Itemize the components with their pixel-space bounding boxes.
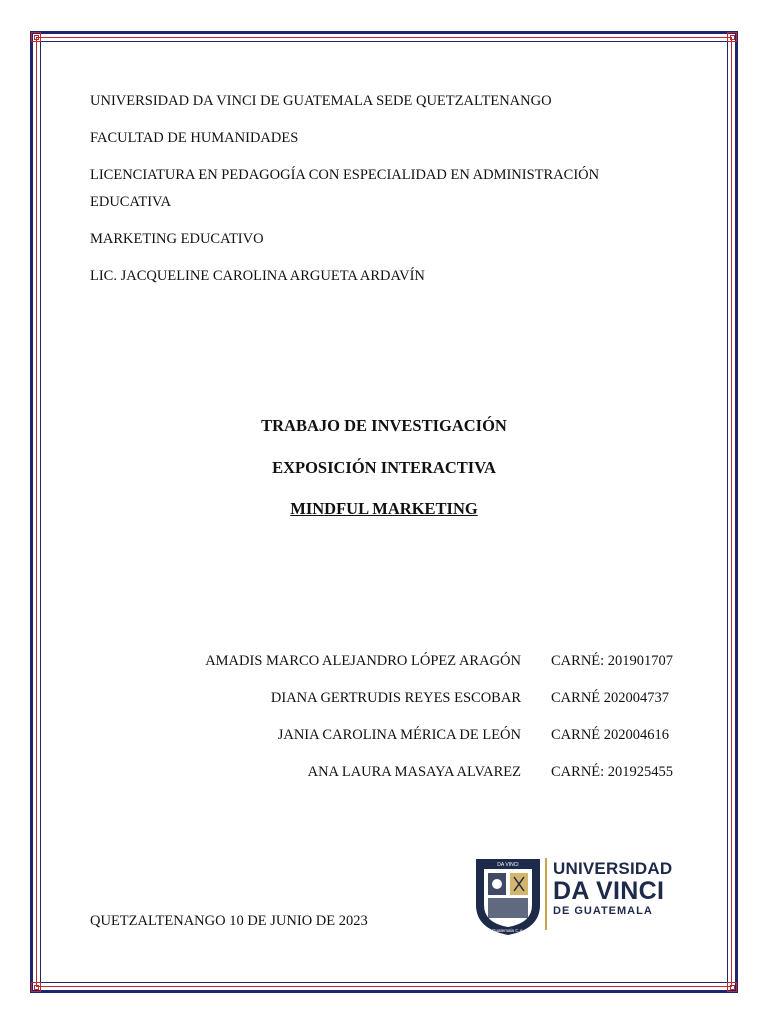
degree-line-2: EDUCATIVA bbox=[90, 194, 172, 210]
logo-line-3: DE GUATEMALA bbox=[553, 905, 653, 917]
faculty-name: FACULTAD DE HUMANIDADES bbox=[90, 130, 299, 146]
degree-line-1: LICENCIATURA EN PEDAGOGÍA CON ESPECIALIDAD EN ADMINISTRACIÓN bbox=[90, 167, 600, 183]
logo-line-2: DA VINCI bbox=[553, 877, 665, 905]
university-crest-icon bbox=[472, 855, 544, 937]
crest-bottom-text: Guatemala C.A. bbox=[491, 928, 525, 933]
border-corner-top-right bbox=[727, 32, 737, 42]
logo-divider bbox=[545, 858, 547, 930]
university-name: UNIVERSIDAD DA VINCI DE GUATEMALA SEDE QUETZALTENANGO bbox=[90, 93, 552, 109]
member-carne: CARNÉ: 201925455 bbox=[551, 764, 674, 780]
member-carne: CARNÉ 202004616 bbox=[551, 727, 670, 743]
topic-title-wrap bbox=[0, 499, 768, 519]
course-name: MARKETING EDUCATIVO bbox=[90, 231, 264, 247]
professor-name: LIC. JACQUELINE CAROLINA ARGUETA ARDAVÍN bbox=[90, 268, 425, 284]
member-carne: CARNÉ: 201901707 bbox=[551, 653, 674, 669]
document-title: TRABAJO DE INVESTIGACIÓN bbox=[261, 416, 507, 435]
member-name: ANA LAURA MASAYA ALVAREZ bbox=[307, 764, 521, 780]
member-name: DIANA GERTRUDIS REYES ESCOBAR bbox=[270, 690, 521, 706]
member-carne: CARNÉ 202004737 bbox=[551, 690, 670, 706]
topic-title: MINDFUL MARKETING bbox=[290, 499, 478, 518]
place-date: QUETZALTENANGO 10 DE JUNIO DE 2023 bbox=[90, 913, 368, 929]
document-subtitle: EXPOSICIÓN INTERACTIVA bbox=[272, 458, 496, 477]
member-name: JANIA CAROLINA MÉRICA DE LEÓN bbox=[277, 727, 521, 743]
border-corner-bottom-right bbox=[727, 982, 737, 992]
member-name: AMADIS MARCO ALEJANDRO LÓPEZ ARAGÓN bbox=[205, 653, 521, 669]
crest-top-text: DA VINCI bbox=[497, 862, 519, 868]
university-logo-wordmark bbox=[553, 860, 672, 918]
logo-line-1: UNIVERSIDAD bbox=[553, 859, 673, 878]
border-corner-bottom-left bbox=[31, 982, 41, 992]
border-corner-top-left bbox=[31, 32, 41, 42]
